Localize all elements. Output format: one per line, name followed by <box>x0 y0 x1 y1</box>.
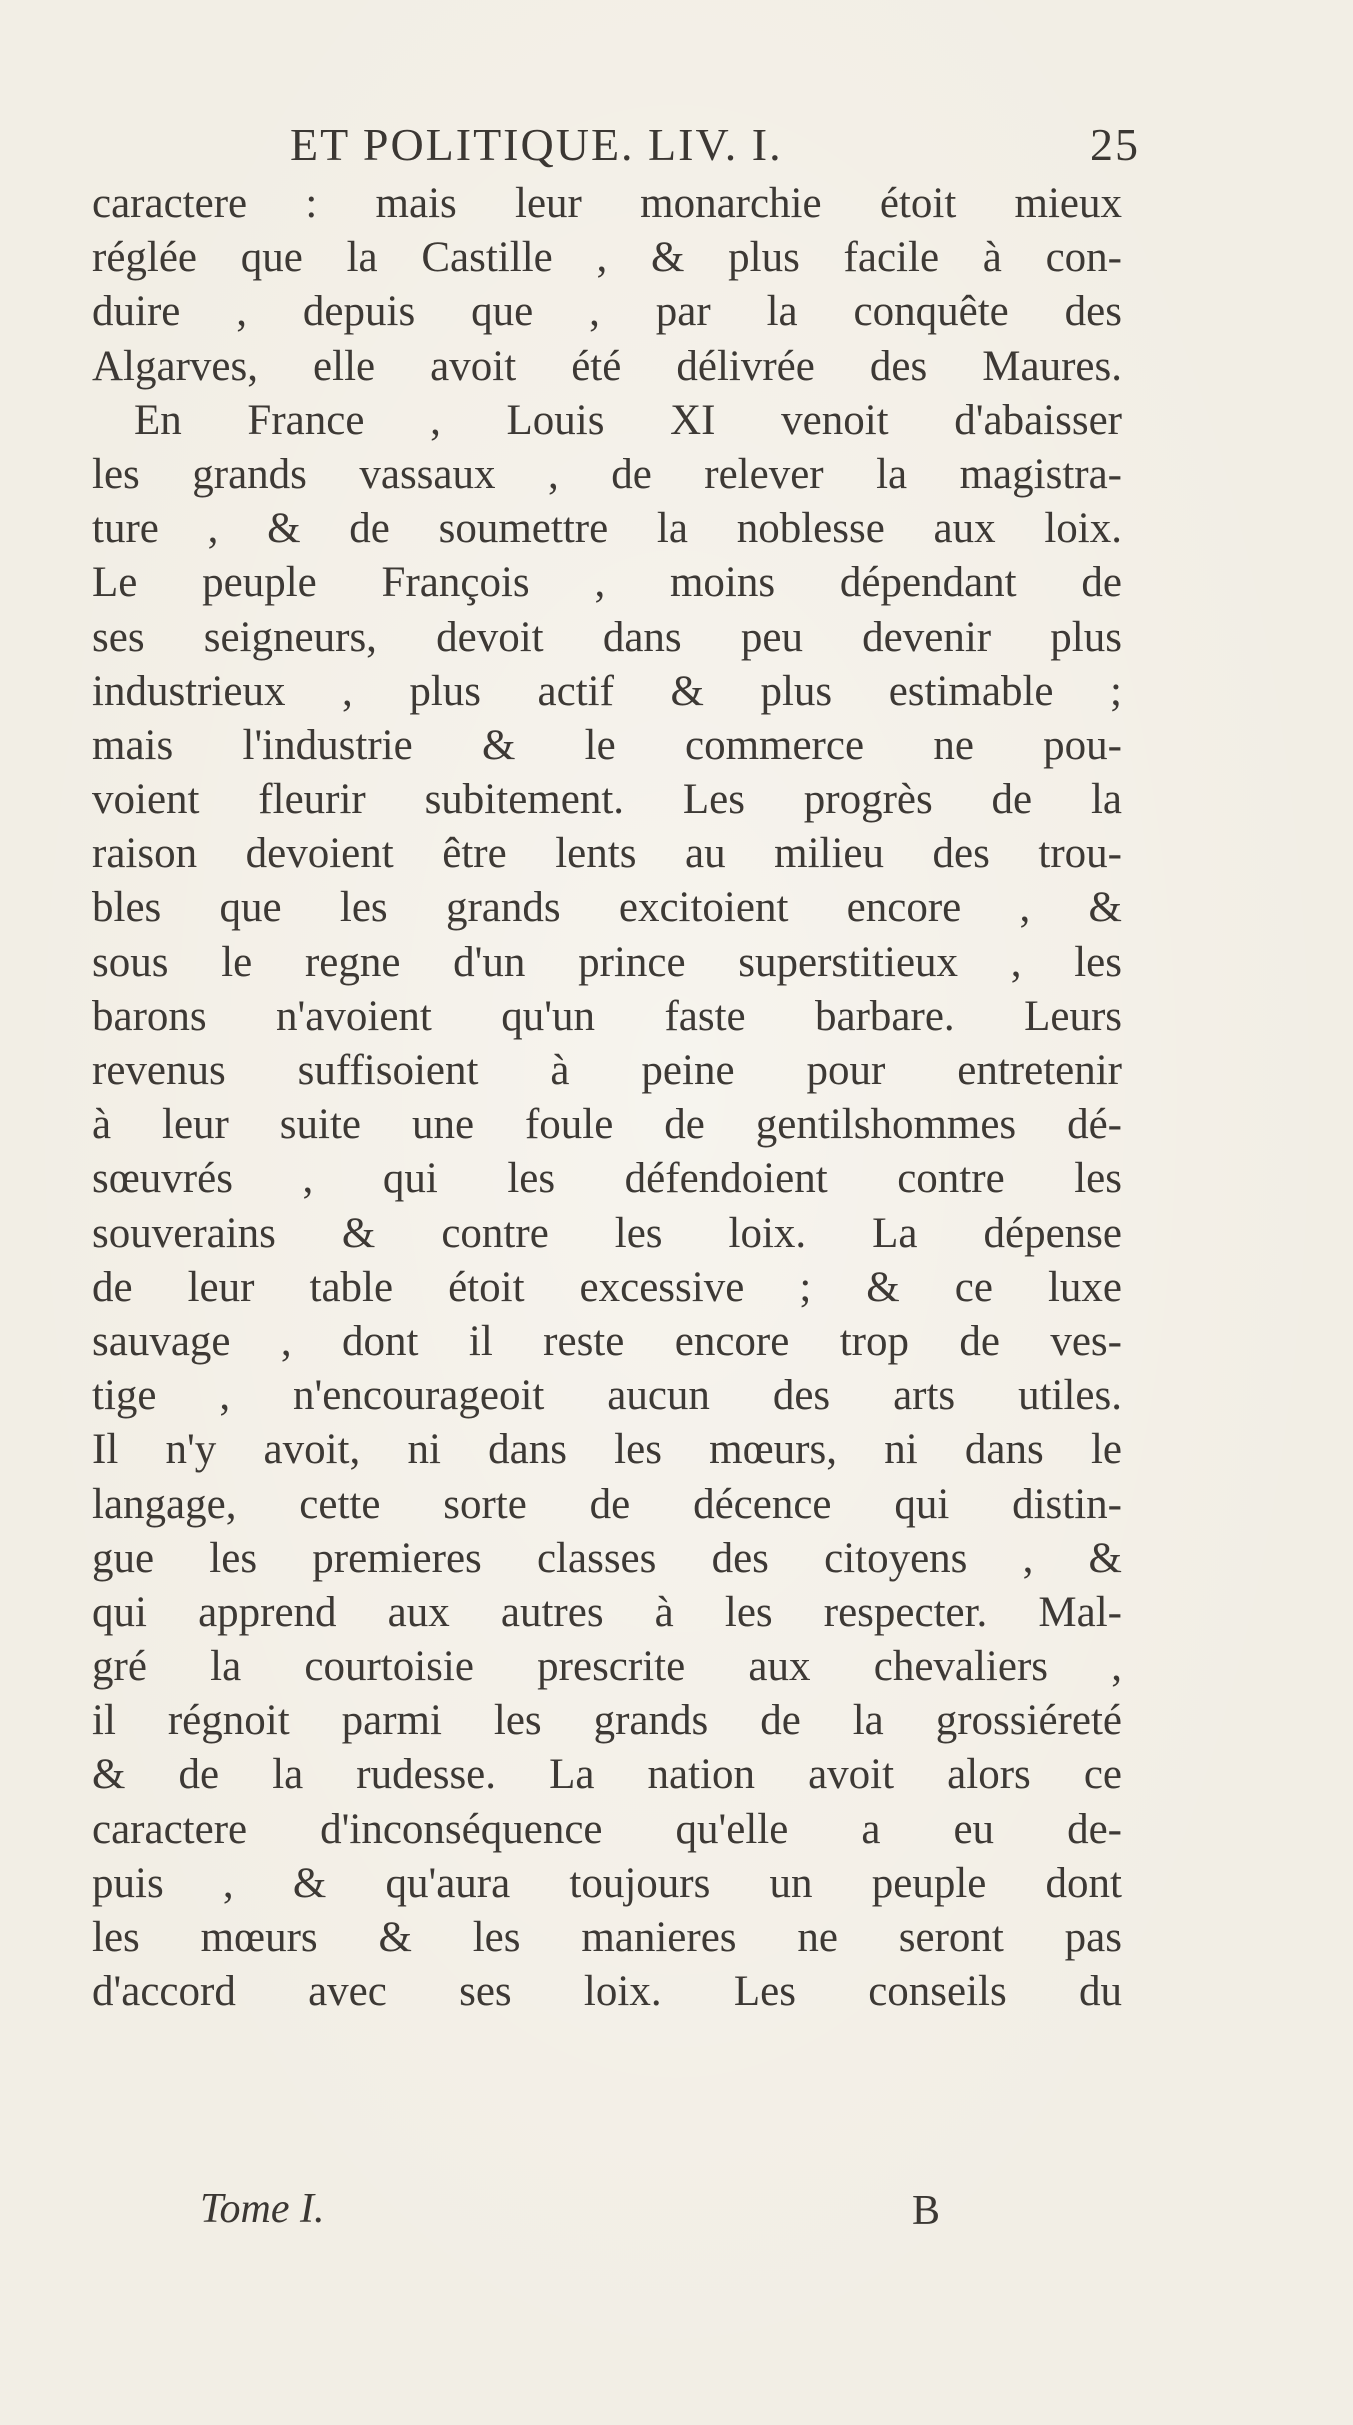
text-line: mais l'industrie & le commerce ne pou- <box>92 721 1122 769</box>
text-line: ses seigneurs, devoit dans peu devenir plus <box>92 613 1122 661</box>
running-title: ET POLITIQUE. LIV. I. <box>290 119 783 170</box>
page-number: 25 <box>1090 119 1140 170</box>
text-line: industrieux , plus actif & plus estimable ; <box>92 667 1122 715</box>
text-line: voient fleurir subitement. Les progrès de la <box>92 776 1122 824</box>
text-line: d'accord avec ses loix. Les conseils du <box>92 1968 1122 2016</box>
text-line: puis , & qu'aura toujours un peuple dont <box>92 1859 1122 1907</box>
body-text <box>92 177 1122 2019</box>
text-line: les grands vassaux , de relever la magistra- <box>92 450 1122 498</box>
text-line: langage, cette sorte de décence qui distin- <box>92 1480 1122 1528</box>
text-line: sous le regne d'un prince superstitieux , les <box>92 938 1122 986</box>
text-line: barons n'avoient qu'un faste barbare. Leurs <box>92 992 1122 1040</box>
text-line: gré la courtoisie prescrite aux chevaliers , <box>92 1643 1122 1691</box>
text-line: tige , n'encourageoit aucun des arts utiles. <box>92 1372 1122 1420</box>
text-line: Il n'y avoit, ni dans les mœurs, ni dans le <box>92 1426 1122 1474</box>
text-line: gue les premieres classes des citoyens , & <box>92 1534 1122 1582</box>
text-line: à leur suite une foule de gentilshommes dé- <box>92 1101 1122 1149</box>
text-line: de leur table étoit excessive ; & ce luxe <box>92 1263 1122 1311</box>
text-line: & de la rudesse. La nation avoit alors ce <box>92 1751 1122 1799</box>
text-line: caractere d'inconséquence qu'elle a eu de- <box>92 1805 1122 1853</box>
text-line: sauvage , dont il reste encore trop de ves- <box>92 1317 1122 1365</box>
signature-mark: B <box>911 2188 940 2234</box>
page-footer <box>200 2185 940 2245</box>
volume-label: Tome I. <box>200 2186 325 2232</box>
text-line: Le peuple François , moins dépendant de <box>92 559 1122 607</box>
text-line: qui apprend aux autres à les respecter. Mal- <box>92 1588 1122 1636</box>
text-line: duire , depuis que , par la conquête des <box>92 288 1122 336</box>
text-line: les mœurs & les manieres ne seront pas <box>92 1914 1122 1961</box>
text-line: il régnoit parmi les grands de la grossiéreté <box>92 1697 1122 1745</box>
text-line: caractere : mais leur monarchie étoit mieux <box>92 180 1122 227</box>
text-line: raison devoient être lents au milieu des trou- <box>92 830 1122 878</box>
text-line: bles que les grands excitoient encore , & <box>92 884 1122 932</box>
text-line: revenus suffisoient à peine pour entretenir <box>92 1047 1122 1094</box>
text-line: réglée que la Castille , & plus facile à con- <box>92 234 1122 282</box>
text-line: Algarves, elle avoit été délivrée des Maures. <box>92 342 1122 390</box>
text-line: ture , & de soumettre la noblesse aux loix. <box>92 505 1122 553</box>
text-line: souverains & contre les loix. La dépense <box>92 1209 1122 1257</box>
running-head <box>290 118 1140 178</box>
text-line: sœuvrés , qui les défendoient contre les <box>92 1155 1122 1203</box>
text-line: En France , Louis XI venoit d'abaisser <box>134 396 1122 444</box>
